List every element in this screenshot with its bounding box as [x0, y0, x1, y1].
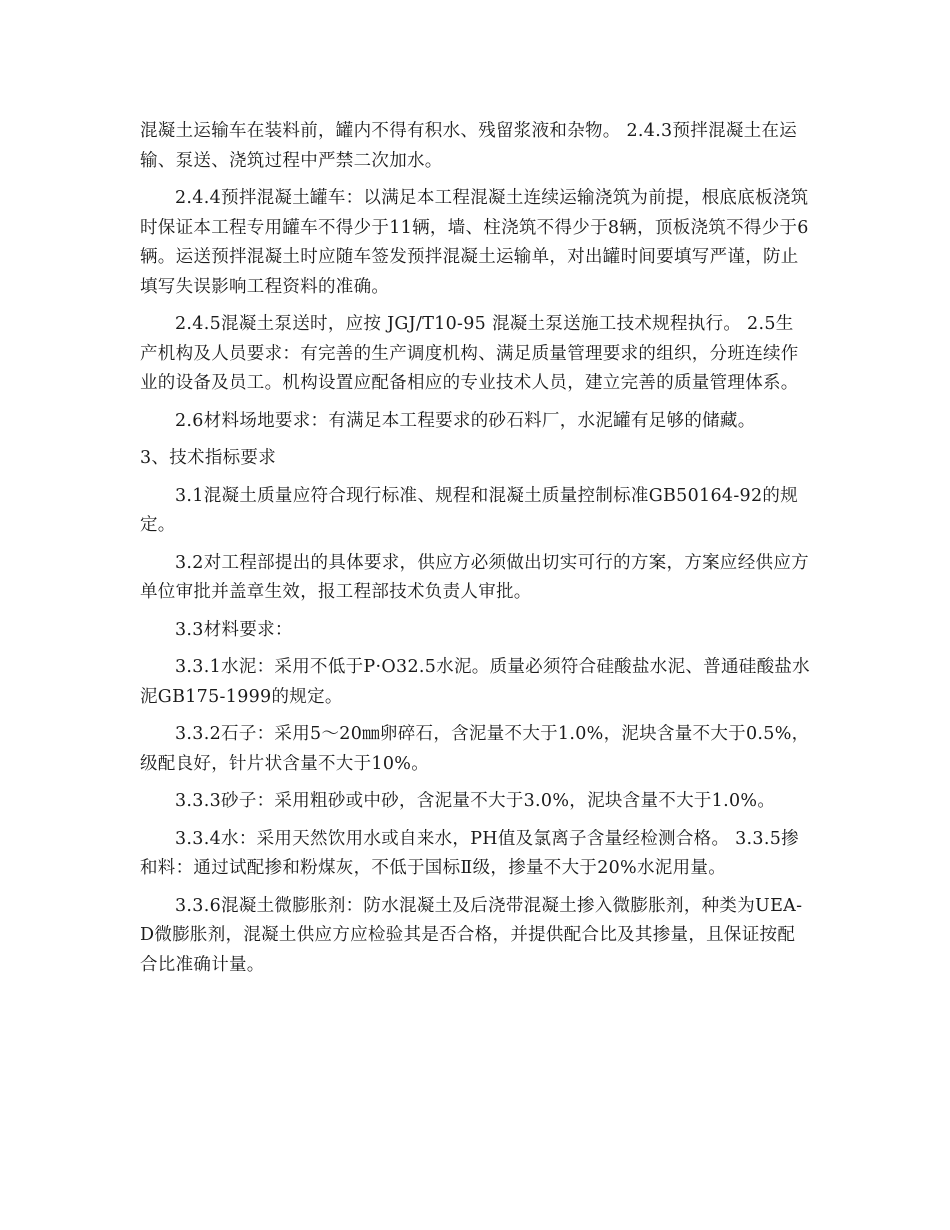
paragraph-2-4-5: 2.4.5混凝土泵送时，应按 JGJ/T10-95 混凝土泵送施工技术规程执行。 2.5生产机构及人员要求：有完善的生产调度机构、满足质量管理要求的组织，分班连续作业的设备及员工。机构设置应配备相应的专业技术人员，建立完善的质量管理体系。	[140, 314, 799, 393]
paragraph-2-4-2-continued: 混凝土运输车在装料前，罐内不得有积水、残留浆液和杂物。 2.4.3预拌混凝土在运输、泵送、浇筑过程中严禁二次加水。	[140, 121, 798, 171]
paragraph-3-3: 3.3材料要求：	[175, 619, 293, 640]
paragraph-2-6: 2.6材料场地要求：有满足本工程要求的砂石料厂，水泥罐有足够的储藏。	[175, 410, 756, 431]
paragraph-3-3-4: 3.3.4水：采用天然饮用水或自来水，PH值及氯离子含量经检测合格。 3.3.5掺和料：通过试配掺和粉煤灰，不低于国标Ⅱ级，掺量不大于20%水泥用量。	[140, 828, 799, 878]
paragraph-3-2: 3.2对工程部提出的具体要求，供应方必须做出切实可行的方案，方案应经供应方单位审批并盖章生效，报工程部技术负责人审批。	[140, 552, 809, 602]
paragraph-3-3-6: 3.3.6混凝土微膨胀剂：防水混凝土及后浇带混凝土掺入微膨胀剂，种类为UEA-D微膨胀剂，混凝土供应方应检验其是否合格，并提供配合比及其掺量，且保证按配合比准确计量。	[140, 895, 803, 975]
section-heading-3: 3、技术指标要求	[140, 448, 277, 468]
paragraph-3-3-1: 3.3.1水泥：采用不低于P·O32.5水泥。质量必须符合硅酸盐水泥、普通硅酸盐水泥GB175-1999的规定。	[140, 657, 810, 707]
paragraph-2-4-4: 2.4.4预拌混凝土罐车：以满足本工程混凝土连续运输浇筑为前提，根底底板浇筑时保证本工程专用罐车不得少于11辆，墙、柱浇筑不得少于8辆，顶板浇筑不得少于6辆。运送预拌混凝土时应随车签发预拌混凝土运输单，对出罐时间要填写严谨，防止填写失误影响工程资料的准确。	[140, 188, 809, 297]
paragraph-3-3-3: 3.3.3砂子：采用粗砂或中砂，含泥量不大于3.0%，泥块含量不大于1.0%。	[175, 791, 776, 811]
paragraph-3-1: 3.1混凝土质量应符合现行标准、规程和混凝土质量控制标准GB50164-92的规定。	[140, 485, 799, 535]
paragraph-3-3-2: 3.3.2石子：采用5～20㎜卵碎石，含泥量不大于1.0%，泥块含量不大于0.5%，级配良好，针片状含量不大于10%。	[140, 724, 810, 774]
